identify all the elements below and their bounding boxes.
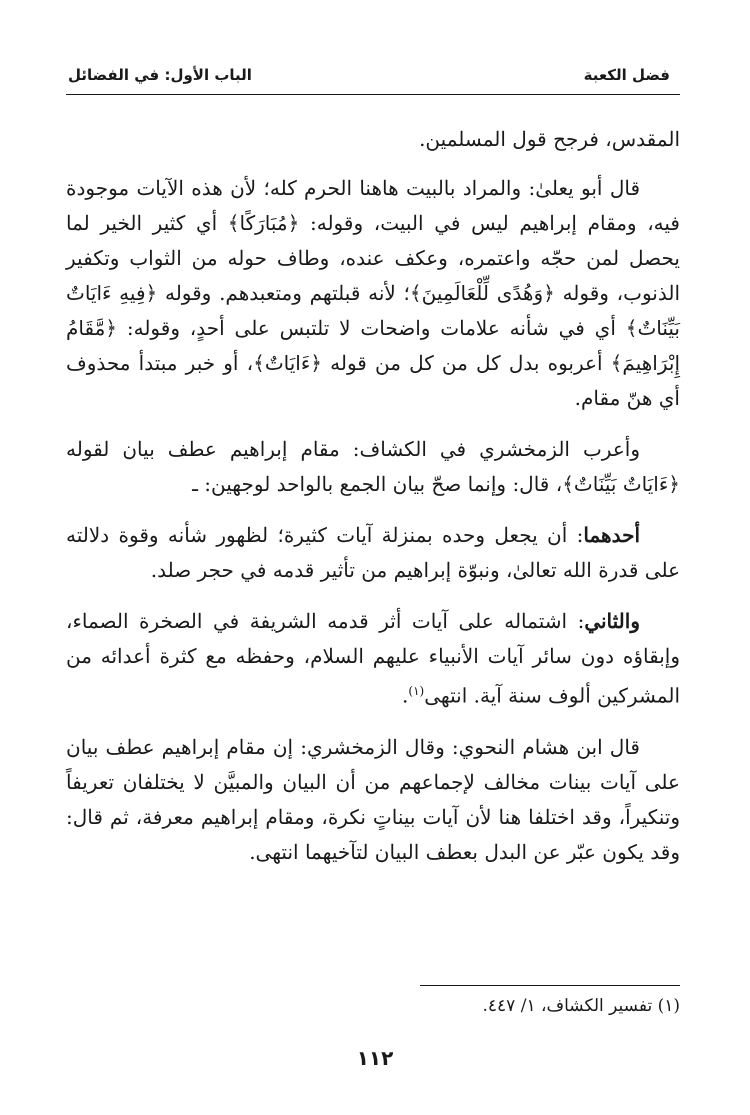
text-run: ، أو خبر مبتدأ محذوف أي هنّ مقام. <box>66 351 680 410</box>
quran-quote: ﴿ءَايَاتٌ﴾ <box>253 351 322 375</box>
text-run: قال أبو يعلىٰ: والمراد بالبيت هاهنا الحرم كله؛ لأن هذه الآيات موجودة فيه، ومقام إبراهيم ليس في البيت، وقوله: <box>66 176 680 235</box>
quran-quote: ﴿ءَايَاتٌ بَيِّنَاتٌ﴾ <box>562 472 680 496</box>
text-run: أي في شأنه علامات واضحات لا تلتبس على أحدٍ، وقوله: <box>117 316 626 340</box>
quran-quote: ﴿مُبَارَكًا﴾ <box>227 211 300 235</box>
header-divider <box>66 94 680 95</box>
footnote-marker: (١) <box>408 684 425 698</box>
paragraph-1 <box>66 122 680 157</box>
footnote-divider <box>420 985 680 986</box>
text-run: وأعرب الزمخشري في الكشاف: مقام إبراهيم عطف بيان لقوله <box>66 437 640 461</box>
text-run: ؛ لأنه قبلتهم ومتعبدهم. وقوله <box>157 281 410 305</box>
text-run: قال ابن هشام النحوي: وقال الزمخشري: إن مقام إبراهيم عطف بيان على آيات بينات مخالف لإجماعهم من أن البيان والمبيَّن لا يختلفان تعريفاً وتنكيراً، وقد اختلفا هنا لأن آيات بيناتٍ نكرة، ومقام إبراهيم معرفة، ثم قال: وقد يكون عبّر عن البدل بعطف البيان لتآخيهما انتهى. <box>66 734 680 864</box>
body-text <box>66 122 680 886</box>
text-run: . <box>402 683 409 708</box>
quran-quote: ﴿وَهُدًى لِّلْعَالَمِينَ﴾ <box>409 281 555 305</box>
paragraph-3 <box>66 432 680 502</box>
footnote: (١) تفسير الكشاف، ١/ ٤٤٧. <box>482 996 680 1016</box>
page-number: ١١٢ <box>356 1046 394 1070</box>
paragraph-2 <box>66 171 680 416</box>
text-run: أي كثير الخير لما يحصل لمن حجّه واعتمره، وعكف عنده، وطاف حوله من الثواب وتكفير الذنوب، وقوله <box>66 211 680 305</box>
quran-quote: ﴿فِيهِ ءَايَاتٌ بَيِّنَاتٌ﴾ <box>66 281 680 340</box>
text-run: أعربوه بدل كل من كل من قوله <box>321 351 611 375</box>
paragraph-5 <box>66 604 680 714</box>
text-run: المقدس، فرجح قول المسلمين. <box>419 127 680 151</box>
text-run: : أن يجعل وحده بمنزلة آيات كثيرة؛ لظهور شأنه وقوة دلالته على قدرة الله تعالىٰ، ونبوّة إبراهيم من تأثير قدمه في حجر صلد. <box>66 523 680 582</box>
chapter-title: الباب الأول: في الفضائل <box>68 66 252 84</box>
book-title: فضل الكعبة <box>583 66 670 84</box>
paragraph-6 <box>66 730 680 870</box>
text-run: : اشتماله على آيات أثر قدمه الشريفة في الصخرة الصماء، وإبقاؤه دون سائر آيات الأنبياء عليهم السلام، وحفظه مع كثرة أعدائه من المشركين ألوف سنة آية. انتهى <box>66 609 680 708</box>
bold-term: أحدهما <box>583 523 640 547</box>
paragraph-4 <box>66 518 680 588</box>
text-run: ، قال: وإنما صحّ بيان الجمع بالواحد لوجهين: ـ <box>192 472 563 496</box>
quran-quote: ﴿مَّقَامُ إِبْرَاهِيمَ﴾ <box>66 316 680 375</box>
bold-term: والثاني <box>584 609 640 633</box>
running-header <box>68 62 670 88</box>
